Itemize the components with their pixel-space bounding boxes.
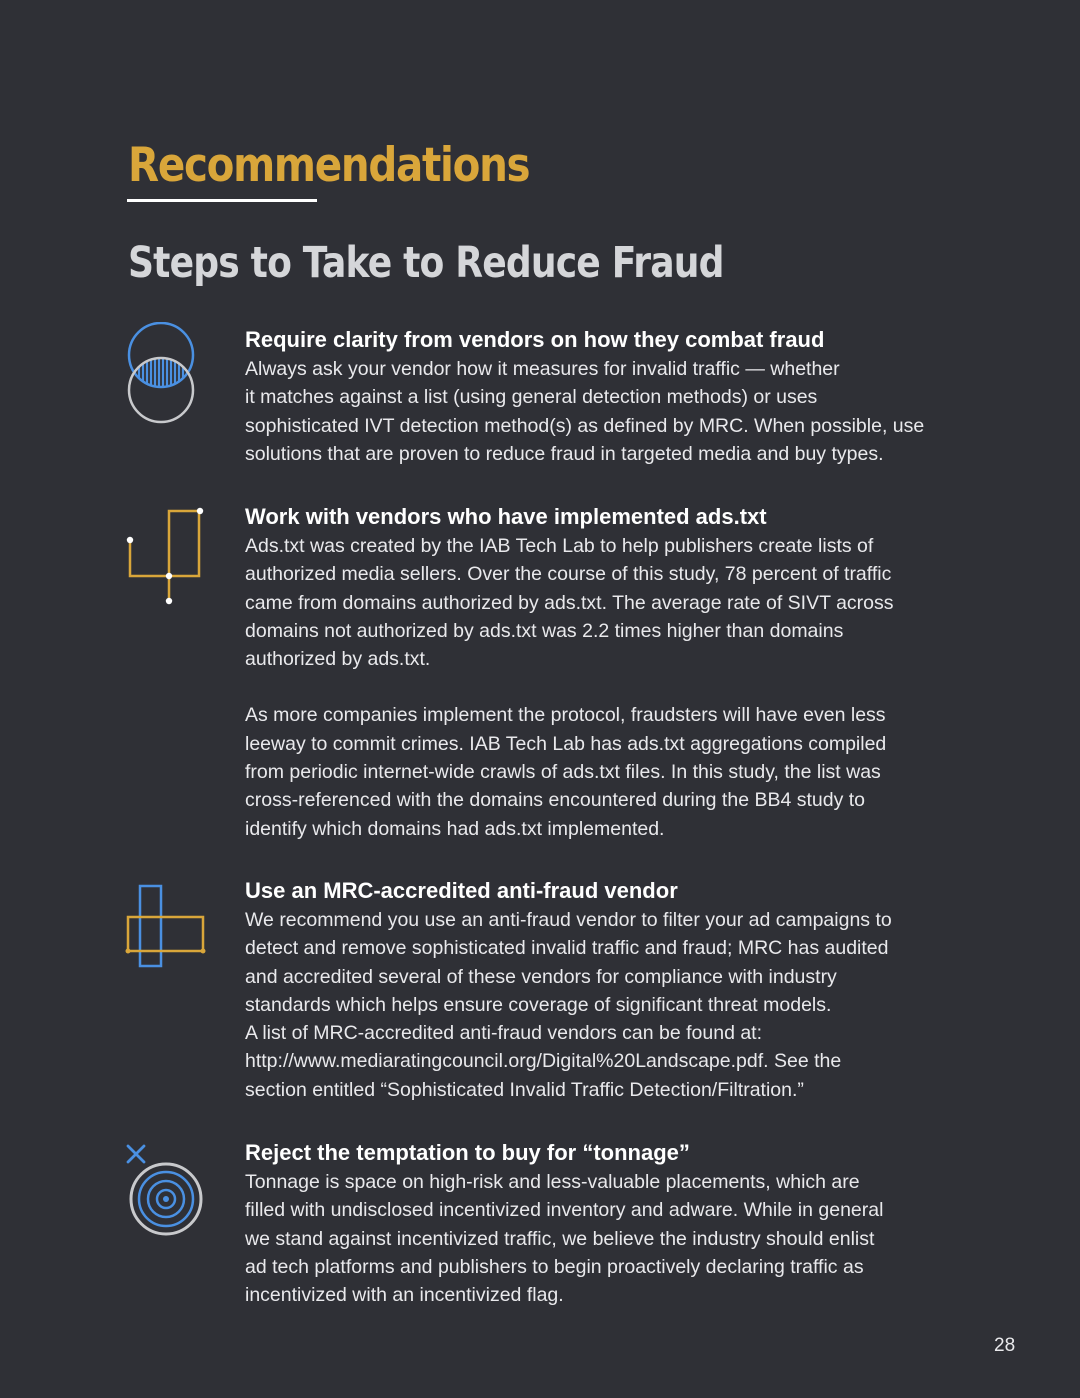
- section-paragraph: [245, 701, 965, 842]
- section-mrc-vendor: [245, 876, 965, 1104]
- text-line: filled with undisclosed incentivized inventory and adware. While in general: [245, 1199, 884, 1222]
- section-vendor-clarity: [245, 325, 965, 468]
- text-line: authorized media sellers. Over the course of this study, 78 percent of traffic: [245, 563, 892, 586]
- text-line: As more companies implement the protocol, fraudsters will have even less: [245, 704, 886, 727]
- text-line: Always ask your vendor how it measures for invalid traffic — whether: [245, 358, 840, 380]
- text-line: identify which domains had ads.txt implemented.: [245, 817, 665, 840]
- text-line: domains not authorized by ads.txt was 2.2 times higher than domains: [245, 619, 844, 642]
- text-line: section entitled “Sophisticated Invalid Traffic Detection/Filtration.”: [245, 1078, 804, 1101]
- text-line: solutions that are proven to reduce fraud in targeted media and buy types.: [245, 442, 884, 465]
- page-number: 28: [994, 1335, 1016, 1356]
- section-paragraph: [245, 1168, 965, 1309]
- title-underline: [127, 199, 317, 202]
- target-with-x-icon: [122, 1140, 212, 1245]
- text-line: leeway to commit crimes. IAB Tech Lab has ads.txt aggregations compiled: [245, 732, 887, 755]
- section-heading: Work with vendors who have implemented ads.txt: [245, 504, 767, 529]
- text-line: standards which helps ensure coverage of significant threat models.: [245, 993, 832, 1016]
- text-line: http://www.mediaratingcouncil.org/Digital%20Landscape.pdf. See the: [245, 1050, 842, 1073]
- text-line: cross-referenced with the domains encountered during the BB4 study to: [245, 789, 866, 812]
- text-line: Ads.txt was created by the IAB Tech Lab to help publishers create lists of: [245, 535, 874, 557]
- text-line: sophisticated IVT detection method(s) as defined by MRC. When possible, use: [245, 414, 925, 437]
- text-line: from periodic internet-wide crawls of ads.txt files. In this study, the list was: [245, 761, 881, 784]
- page-title: Recommendations: [128, 138, 530, 193]
- text-line: came from domains authorized by ads.txt. The average rate of SIVT across: [245, 591, 894, 614]
- section-paragraph: [245, 355, 965, 468]
- text-line: We recommend you use an anti-fraud vendor to filter your ad campaigns to: [245, 909, 892, 931]
- section-heading: Use an MRC-accredited anti-fraud vendor: [245, 878, 678, 903]
- section-heading: Require clarity from vendors on how they combat fraud: [245, 327, 825, 352]
- overlapping-rectangles-icon: [124, 882, 208, 977]
- connector-path-icon: [122, 504, 210, 613]
- section-tonnage: [245, 1138, 965, 1309]
- venn-circles-icon: [124, 322, 198, 431]
- text-line: A list of MRC-accredited anti-fraud vendors can be found at:: [245, 1022, 763, 1045]
- text-line: we stand against incentivized traffic, we believe the industry should enlist: [245, 1227, 875, 1250]
- text-line: detect and remove sophisticated invalid traffic and fraud; MRC has audited: [245, 937, 889, 960]
- text-line: ad tech platforms and publishers to begin proactively declaring traffic as: [245, 1255, 864, 1278]
- text-line: it matches against a list (using general detection methods) or uses: [245, 386, 818, 409]
- section-ads-txt: [245, 502, 965, 843]
- text-line: and accredited several of these vendors for compliance with industry: [245, 965, 837, 988]
- section-paragraph: [245, 906, 965, 1104]
- section-paragraph: [245, 532, 965, 673]
- text-line: Tonnage is space on high-risk and less-valuable placements, which are: [245, 1171, 860, 1193]
- section-subtitle: Steps to Take to Reduce Fraud: [128, 238, 724, 288]
- text-line: authorized by ads.txt.: [245, 648, 431, 671]
- text-line: incentivized with an incentivized flag.: [245, 1284, 564, 1307]
- section-heading: Reject the temptation to buy for “tonnage”: [245, 1140, 690, 1165]
